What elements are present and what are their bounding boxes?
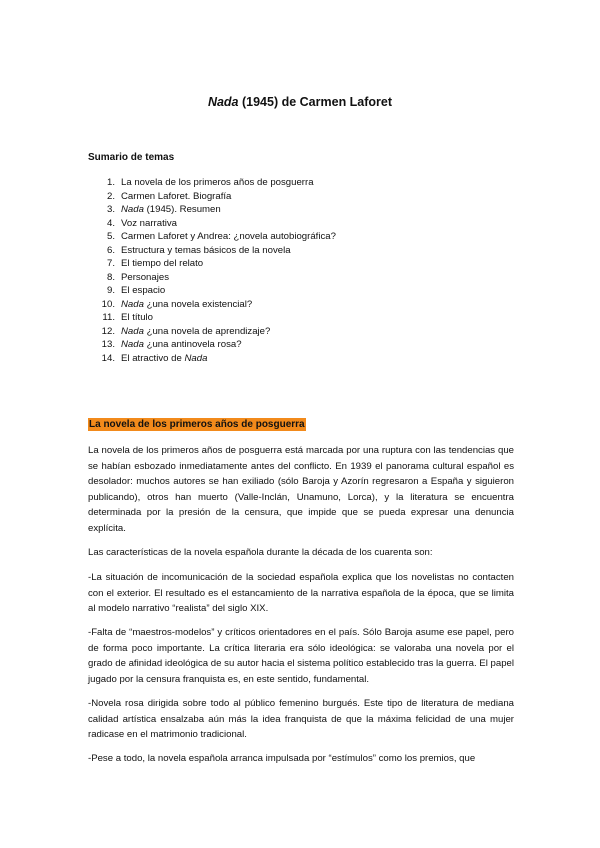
- toc-text: El título: [121, 312, 153, 323]
- toc-italic: Nada: [121, 339, 144, 350]
- toc-text: (1945). Resumen: [143, 204, 221, 215]
- toc-item: [88, 284, 336, 298]
- toc-number: 12.: [101, 325, 115, 337]
- toc-number: 14.: [101, 352, 115, 364]
- title-italic: Nada: [207, 95, 239, 109]
- toc-number: 3.: [106, 204, 115, 215]
- toc-item: [88, 190, 336, 204]
- toc-number: 7.: [106, 258, 115, 269]
- toc-text: La novela de los primeros años de posguerra: [121, 177, 314, 188]
- toc-item: [88, 298, 336, 312]
- toc-text: Estructura y temas básicos de la novela: [121, 244, 291, 256]
- paragraph: La novela de los primeros años de posguerra está marcada por una ruptura con las tendencias que se habían esbozado inmediatamente antes del conflicto. En 1939 el panorama cultural español es desolador: muchos autores se han exiliado (sólo Baroja y Azorín regresaron a España y siguieron publicando), otros han muerto (Valle-Inclán, Unamuno, Lorca), y la literatura se encuentra determinada por la presión de la censura, que impide que se pueda expresar una denuncia explícita.: [88, 445, 514, 534]
- toc-text: ¿una novela de aprendizaje?: [143, 325, 271, 337]
- toc-text: El espacio: [121, 285, 166, 296]
- paragraph: -Falta de “maestros-modelos” y críticos orientadores en el país. Sólo Baroja asume ese papel, pero de forma poco importante. La crítica literaria era sólo ideológica: se valoraba una novela por el grado de afinidad ideológica de su autor hacia el sistema político establecido tras la guerra. El papel jugado por la censura franquista es, en este sentido, fundamental.: [88, 627, 514, 685]
- toc-item: [88, 325, 336, 339]
- paragraph: -Novela rosa dirigida sobre todo al público femenino burgués. Este tipo de literatura de mediana calidad artística ensalzaba aún más la idea franquista de que la máxima felicidad de una mujer radicase en el matrimonio tradicional.: [88, 698, 514, 741]
- toc-item: [88, 176, 336, 190]
- toc-item: [88, 244, 336, 258]
- table-of-contents: [88, 176, 336, 365]
- toc-item: [88, 311, 336, 325]
- toc-number: 8.: [106, 271, 115, 283]
- section-heading-highlighted: La novela de los primeros años de posguerra: [89, 419, 305, 430]
- toc-item: [88, 230, 336, 244]
- paragraph: Las características de la novela española durante la década de los cuarenta son:: [88, 547, 433, 558]
- toc-item: [88, 271, 336, 285]
- toc-item: [88, 352, 336, 366]
- toc-number: 5.: [106, 231, 115, 242]
- page-title: [0, 95, 600, 109]
- toc-italic: Nada: [121, 298, 144, 310]
- toc-item: [88, 338, 336, 352]
- toc-text: Voz narrativa: [121, 217, 177, 229]
- toc-text: El tiempo del relato: [121, 258, 204, 269]
- toc-text: ¿una novela existencial?: [143, 298, 253, 310]
- toc-number: 9.: [106, 285, 115, 296]
- toc-number: 10.: [101, 298, 115, 310]
- paragraph: -La situación de incomunicación de la sociedad española explica que los novelistas no contacten con el exterior. El resultado es el estancamiento de la narrativa española de la época, que se limita al modelo narrativo “realista” del siglo XIX.: [88, 572, 514, 615]
- toc-item: [88, 203, 336, 217]
- toc-text: ¿una antinovela rosa?: [143, 339, 242, 350]
- toc-text: El atractivo de: [121, 352, 185, 364]
- toc-item: [88, 217, 336, 231]
- title-rest: (1945) de Carmen Laforet: [238, 95, 393, 109]
- paragraph: -Pese a todo, la novela española arranca impulsada por “estímulos” como los premios, que: [88, 753, 476, 764]
- toc-number: 1.: [106, 177, 115, 188]
- toc-text: Carmen Laforet y Andrea: ¿novela autobiográfica?: [121, 231, 336, 242]
- toc-number: 6.: [106, 244, 115, 256]
- toc-number: 4.: [106, 217, 115, 229]
- toc-text: Personajes: [121, 271, 169, 283]
- summary-heading: Sumario de temas: [88, 152, 175, 163]
- toc-number: 2.: [106, 190, 115, 202]
- toc-number: 11.: [102, 312, 115, 323]
- toc-italic: Nada: [121, 204, 144, 215]
- toc-italic: Nada: [121, 325, 144, 337]
- toc-text: Carmen Laforet. Biografía: [121, 190, 232, 202]
- toc-number: 13.: [101, 339, 115, 350]
- toc-item: [88, 257, 336, 271]
- toc-italic: Nada: [184, 352, 208, 364]
